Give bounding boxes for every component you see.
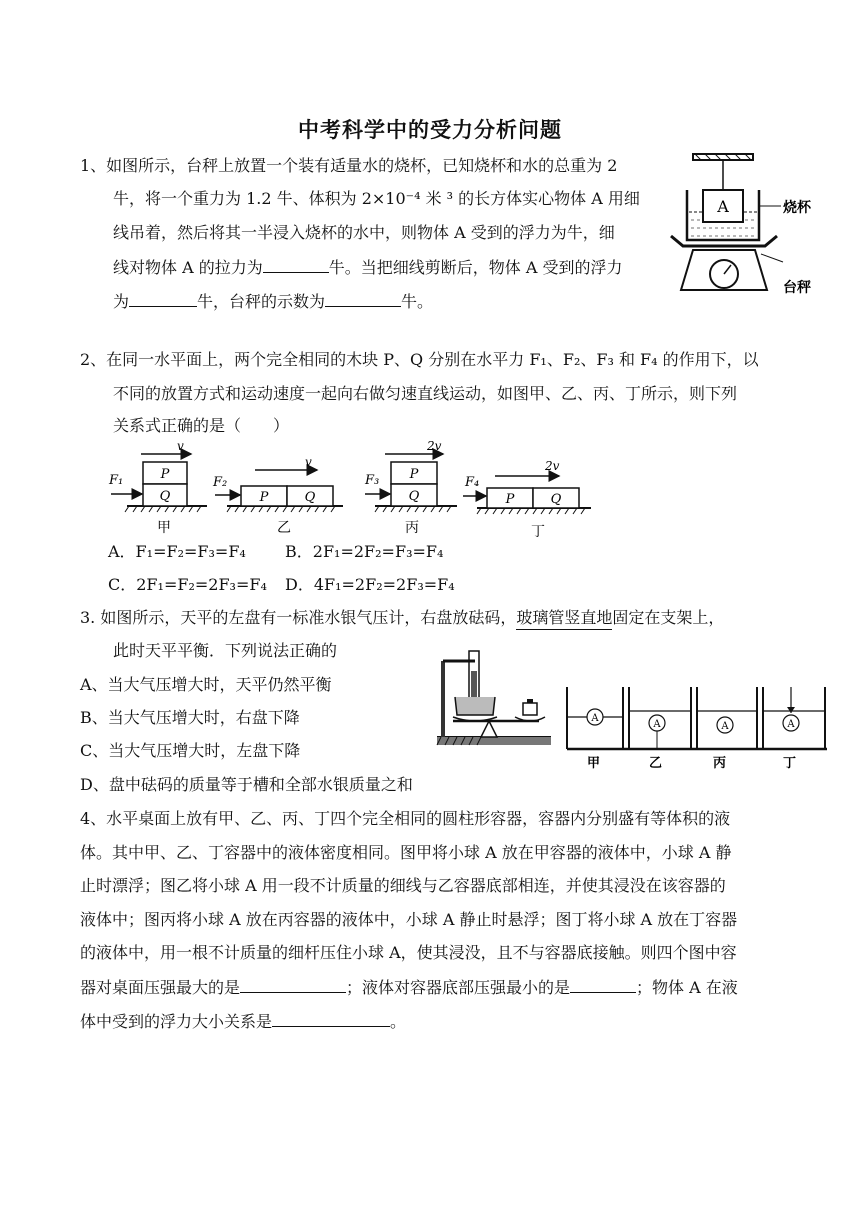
svg-text:丙: 丙 — [713, 756, 727, 771]
q4-line-1: 4、水平桌面上放有甲、乙、丙、丁四个完全相同的圆柱形容器，容器内分别盛有等体积的液 — [80, 809, 731, 828]
q2-option-d[interactable]: D．4F₁=2F₂=2F₃=F₄ — [285, 575, 455, 594]
svg-text:甲: 甲 — [587, 756, 601, 771]
q3-line-1-text-a: 3. 如图所示，天平的左盘有一标准水银气压计，右盘放砝码， — [80, 608, 517, 627]
ceiling-support — [693, 154, 753, 160]
svg-text:Q: Q — [304, 490, 316, 505]
svg-text:v: v — [177, 440, 184, 453]
q2-figure-blocks — [105, 440, 605, 540]
q4-line-6-text-a: 器对桌面压强最大的是 — [80, 978, 241, 997]
q4-line-2: 体。其中甲、乙、丁容器中的液体密度相同。图甲将小球 A 放在甲容器的液体中，小球 A 静 — [80, 843, 732, 862]
q1-line-2: 牛，将一个重力为 1.2 牛、体积为 2×10⁻⁴ 米 ³ 的长方体实心物体 A 用细 — [113, 189, 640, 208]
q2-diagram-yi — [212, 455, 343, 536]
scale-label: 台秤 — [783, 280, 811, 296]
svg-text:v: v — [305, 455, 312, 469]
q2-line-1: 2、在同一水平面上，两个完全相同的木块 P、Q 分别在水平力 F₁、F₂、F₃ 和 F₄ 的作用下，以 — [80, 350, 759, 369]
q4-line-7-text-a: 体中受到的浮力大小关系是 — [80, 1012, 273, 1031]
svg-text:F₃: F₃ — [365, 473, 380, 488]
q4-figure-containers — [565, 683, 830, 773]
svg-text:A: A — [787, 719, 795, 730]
svg-text:乙: 乙 — [277, 520, 291, 536]
q4-blank-max-pressure[interactable] — [240, 977, 346, 993]
q1-line-5 — [113, 291, 433, 312]
q1-line-4 — [113, 257, 622, 278]
mercury-trough — [455, 697, 495, 715]
q1-line-5-text-a: 为 — [113, 292, 130, 311]
stand-pole — [441, 661, 445, 737]
svg-text:F₁: F₁ — [109, 473, 124, 488]
q3-option-d[interactable]: D、盘中砝码的质量等于槽和全部水银质量之和 — [80, 775, 413, 794]
svg-text:丁: 丁 — [783, 756, 797, 771]
q3-line-1-text-c: 固定在支架上， — [612, 608, 725, 627]
q3-line-2: 此时天平平衡．下列说法正确的 — [113, 641, 338, 660]
q1-blank-tension[interactable] — [263, 257, 329, 273]
q4-container-bing — [697, 687, 757, 771]
weight — [523, 703, 537, 715]
page-title: 中考科学中的受力分析问题 — [298, 117, 562, 142]
svg-text:P: P — [160, 467, 170, 482]
q2-diagram-bing — [364, 440, 457, 536]
q2-option-b[interactable]: B．2F₁=2F₂=F₃=F₄ — [285, 542, 444, 561]
q2-line-2: 不同的放置方式和运动速度一起向右做匀速直线运动，如图甲、乙、丙、丁所示，则下列 — [113, 384, 738, 403]
svg-text:Q: Q — [408, 489, 420, 504]
q3-option-a[interactable]: A、当大气压增大时，天平仍然平衡 — [80, 675, 332, 694]
svg-text:甲: 甲 — [157, 520, 171, 536]
q4-line-5: 的液体中，用一根不计质量的细杆压住小球 A，使其浸没，且不与容器底接触。则四个图中容 — [80, 943, 737, 962]
svg-text:A: A — [721, 721, 729, 732]
q3-underlined-phrase: 玻璃管竖直地 — [516, 608, 612, 630]
q4-blank-min-liquid-pressure[interactable] — [570, 977, 636, 993]
q4-line-6 — [80, 977, 738, 998]
svg-text:丙: 丙 — [405, 520, 419, 536]
q1-line-5-text-b: 牛，台秤的示数为 — [197, 292, 326, 311]
q2-option-c[interactable]: C．2F₁=F₂=2F₃=F₄ — [108, 575, 267, 594]
q3-figure-balance-barometer — [435, 645, 555, 749]
q4-line-7 — [80, 1011, 406, 1032]
q4-container-ding — [763, 687, 825, 771]
q3-line-1 — [80, 608, 724, 628]
svg-text:P: P — [259, 490, 269, 505]
q1-line-3: 线吊着，然后将其一半浸入烧杯的水中，则物体 A 受到的浮力为牛，细 — [113, 223, 615, 242]
q1-line-4-text-a: 线对物体 A 的拉力为 — [113, 258, 263, 277]
q3-option-b[interactable]: B、当大气压增大时，右盘下降 — [80, 708, 300, 727]
svg-text:F₂: F₂ — [213, 475, 228, 490]
q4-line-4: 液体中；图丙将小球 A 放在丙容器的液体中，小球 A 静止时悬浮；图丁将小球 A 放在丁容器 — [80, 910, 738, 929]
q1-line-4-text-b: 牛。当把细线剪断后，物体 A 受到的浮力 — [328, 258, 623, 277]
q3-option-c[interactable]: C、当大气压增大时，左盘下降 — [80, 741, 301, 760]
svg-text:2v: 2v — [427, 440, 442, 453]
q1-blank-scale-reading[interactable] — [325, 291, 401, 307]
q1-figure-beaker-scale — [665, 150, 845, 310]
svg-text:A: A — [591, 713, 599, 724]
svg-text:P: P — [505, 492, 515, 507]
q1-line-5-text-c: 牛。 — [401, 292, 434, 311]
q4-line-6-text-b: ；液体对容器底部压强最小的是 — [346, 978, 571, 997]
svg-text:F₄: F₄ — [465, 475, 480, 490]
svg-text:A: A — [653, 719, 661, 730]
svg-text:P: P — [409, 467, 419, 482]
q1-blank-buoyancy[interactable] — [129, 291, 197, 307]
q2-diagram-ding — [463, 459, 591, 540]
block-a-label: A — [717, 197, 729, 216]
q4-line-3: 止时漂浮；图乙将小球 A 用一段不计质量的细线与乙容器底部相连，并使其浸没在该容器的 — [80, 876, 726, 895]
q4-line-6-text-c: ；物体 A 在液 — [636, 978, 738, 997]
q4-line-7-text-b: 。 — [390, 1012, 407, 1031]
svg-text:丁: 丁 — [531, 524, 545, 540]
svg-text:Q: Q — [159, 489, 171, 504]
q4-blank-buoyancy-relation[interactable] — [272, 1011, 390, 1027]
q4-container-jia — [567, 687, 623, 771]
q4-container-yi — [629, 687, 691, 771]
q2-diagram-jia — [108, 440, 207, 536]
svg-text:Q: Q — [550, 492, 562, 507]
q1-line-1: 1、如图所示，台秤上放置一个装有适量水的烧杯，已知烧杯和水的总重为 2 — [80, 156, 618, 175]
q2-option-a[interactable]: A．F₁=F₂=F₃=F₄ — [108, 542, 246, 561]
svg-text:2v: 2v — [545, 459, 560, 473]
beaker-label: 烧杯 — [783, 200, 811, 216]
q2-line-3: 关系式正确的是（ ） — [113, 416, 290, 435]
svg-text:乙: 乙 — [649, 756, 663, 771]
